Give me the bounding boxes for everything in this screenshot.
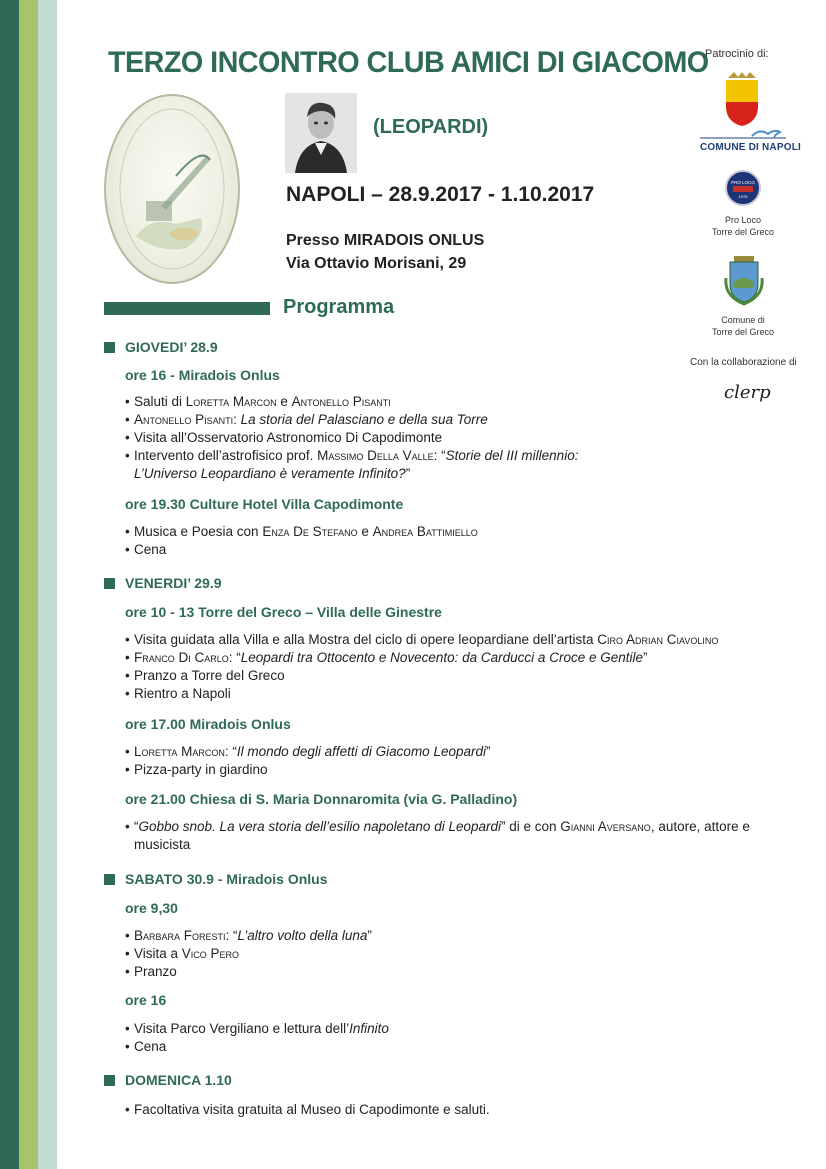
bullet-square-icon <box>104 874 115 885</box>
proloco-year: 1978 <box>738 194 748 199</box>
venue <box>286 229 484 275</box>
comune-torre-label <box>690 314 796 338</box>
time-slot: ore 21.00 Chiesa di S. Maria Donnaromita (via G. Palladino) <box>125 791 518 807</box>
napoli-waves-icon <box>700 126 786 140</box>
time-slot: ore 9,30 <box>125 900 178 916</box>
time-slot: ore 17.00 Miradois Onlus <box>125 716 291 732</box>
time-slot: ore 19.30 Culture Hotel Villa Capodimonte <box>125 496 404 512</box>
venue-name: Presso MIRADOIS ONLUS <box>286 232 485 249</box>
comune-napoli-label: COMUNE DI NAPOLI <box>700 142 801 153</box>
list-item: • Pizza-party in giardino <box>125 761 785 779</box>
left-stripe-pale <box>38 0 57 1169</box>
day-heading-giovedi <box>104 339 218 355</box>
day-label: SABATO 30.9 - Miradois Onlus <box>125 871 328 887</box>
item-list <box>125 818 785 854</box>
list-item: • Loretta Marcon: “Il mondo degli affetti di Giacomo Leopardi” <box>125 743 785 761</box>
item-list <box>125 1101 785 1119</box>
day-heading-venerdi <box>104 575 222 591</box>
subtitle: (LEOPARDI) <box>373 116 489 138</box>
day-label: DOMENICA 1.10 <box>125 1072 232 1088</box>
list-item: • Rientro a Napoli <box>125 685 785 703</box>
leopardi-portrait <box>285 93 357 173</box>
list-item: • Facoltativa visita gratuita al Museo di Capodimonte e saluti. <box>125 1101 785 1119</box>
item-list <box>125 523 785 559</box>
proloco-label <box>690 214 796 238</box>
section-bar <box>104 302 270 315</box>
proloco-logo <box>725 170 761 206</box>
club-logo-illustration <box>106 96 238 282</box>
day-label: VENERDI’ 29.9 <box>125 575 222 591</box>
list-item: • Visita all’Osservatorio Astronomico Di Capodimonte <box>125 429 785 447</box>
list-item: • Cena <box>125 1038 785 1056</box>
event-dates: NAPOLI – 28.9.2017 - 1.10.2017 <box>286 183 595 206</box>
venue-address: Via Ottavio Morisani, 29 <box>286 255 467 272</box>
list-item: • Saluti di Loretta Marcon e Antonello Pisanti <box>125 393 785 411</box>
comune-torre-label-line1: Comune di <box>721 315 765 325</box>
clerp-logo-text: clerp <box>724 382 771 403</box>
item-list <box>125 631 785 703</box>
item-list <box>125 1020 785 1056</box>
list-item: • Pranzo a Torre del Greco <box>125 667 785 685</box>
list-item: • Visita Parco Vergiliano e lettura dell’Infinito <box>125 1020 785 1038</box>
collaboration-label: Con la collaborazione di <box>690 357 797 368</box>
patronage-label: Patrocinio di: <box>705 48 769 60</box>
day-label: GIOVEDI’ 28.9 <box>125 339 218 355</box>
list-item: • Musica e Poesia con Enza De Stefano e Andrea Battimiello <box>125 523 785 541</box>
list-item: • Intervento dell’astrofisico prof. Massimo Della Valle: “Storie del III millennio: L’Universo Leopardiano è veramente Infinito?” <box>125 447 785 483</box>
list-item: • Barbara Foresti: “L’altro volto della luna” <box>125 927 785 945</box>
section-heading: Programma <box>283 296 395 318</box>
proloco-badge-text: PRO LOCO <box>731 180 755 185</box>
napoli-crest-icon <box>724 72 760 126</box>
left-stripe-dark <box>0 0 19 1169</box>
bullet-square-icon <box>104 1075 115 1086</box>
club-logo <box>104 94 240 284</box>
list-item: • Franco Di Carlo: “Leopardi tra Ottocento e Novecento: da Carducci a Croce e Gentile” <box>125 649 785 667</box>
item-list <box>125 743 785 779</box>
list-item: • Pranzo <box>125 963 785 981</box>
item-list <box>125 393 785 483</box>
list-item: • “Gobbo snob. La vera storia dell’esilio napoletano di Leopardi” di e con Gianni Aversano, autore, attore e musicista <box>125 818 785 854</box>
list-item: • Cena <box>125 541 785 559</box>
time-slot: ore 16 - Miradois Onlus <box>125 367 280 383</box>
time-slot: ore 16 <box>125 992 167 1008</box>
page-title: TERZO INCONTRO CLUB AMICI DI GIACOMO <box>108 46 709 79</box>
proloco-label-line1: Pro Loco <box>724 215 762 225</box>
day-heading-domenica <box>104 1072 232 1088</box>
proloco-label-line2: Torre del Greco <box>711 227 775 237</box>
torre-del-greco-crest-icon <box>724 252 764 306</box>
comune-torre-label-line2: Torre del Greco <box>711 327 775 337</box>
item-list <box>125 927 785 981</box>
time-slot: ore 10 - 13 Torre del Greco – Villa delle Ginestre <box>125 604 442 620</box>
bullet-square-icon <box>104 578 115 589</box>
list-item: • Visita a Vico Pero <box>125 945 785 963</box>
day-heading-sabato <box>104 871 328 887</box>
list-item: • Antonello Pisanti: La storia del Palasciano e della sua Torre <box>125 411 785 429</box>
bullet-square-icon <box>104 342 115 353</box>
left-stripe-lime <box>19 0 38 1169</box>
list-item: • Visita guidata alla Villa e alla Mostra del ciclo di opere leopardiane dell’artista Ciro Adrian Ciavolino <box>125 631 785 649</box>
